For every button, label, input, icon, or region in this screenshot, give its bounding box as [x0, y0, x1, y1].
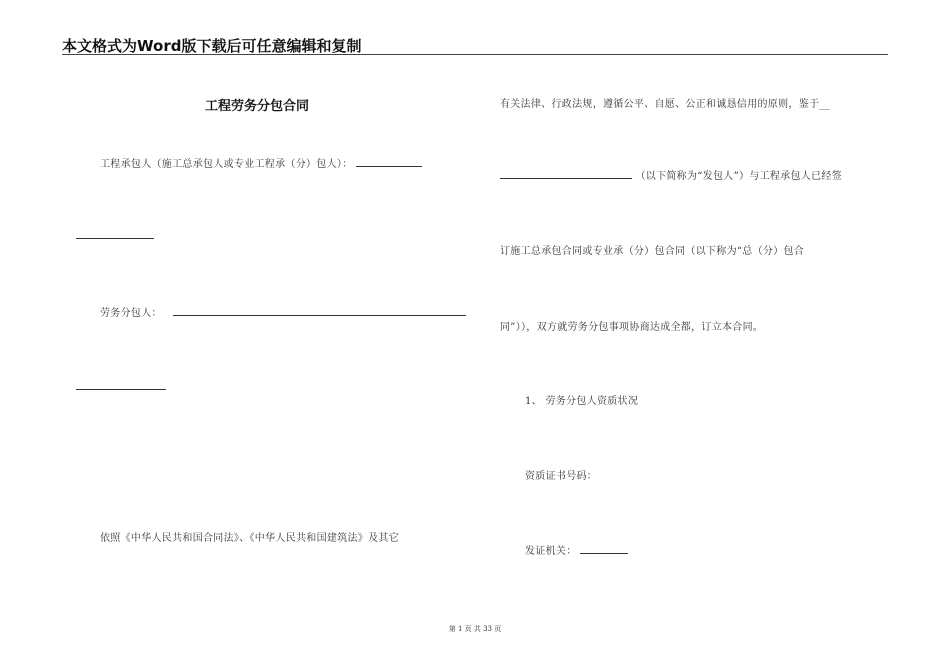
contractor-blank[interactable]	[356, 156, 422, 167]
employer-line	[500, 167, 842, 182]
issuing-authority-label: 发证机关：	[525, 546, 577, 557]
legal-principles-text: 有关法律、行政法规，遵循公平、自愿、公正和诚恳信用的原则，鉴于__	[500, 99, 830, 110]
contractor-label: 工程承包人（施工总承包人或专业工程承（分）包人）：	[100, 159, 353, 170]
labor-subcontractor-label: 劳务分包人：	[100, 308, 162, 319]
contractor-continuation-blank[interactable]	[76, 238, 154, 239]
section-heading-qualification: 1、 劳务分包人资质状况	[525, 396, 639, 407]
legal-basis-text: 依照《中华人民共和国合同法》、《中华人民共和国建筑法》及其它	[100, 533, 399, 544]
labor-subcontractor-continuation-blank[interactable]	[76, 389, 166, 390]
issuing-authority-blank[interactable]	[580, 543, 628, 554]
employer-blank[interactable]	[500, 168, 632, 179]
contract-text-line3: 订施工总承包合同或专业承（分）包合同（以下称为“总（分）包合	[500, 246, 805, 257]
employer-text: （以下简称为“发包人”）与工程承包人已经签	[635, 171, 843, 182]
labor-subcontractor-line	[100, 304, 162, 319]
issuing-authority-line	[525, 542, 628, 557]
contractor-line	[100, 155, 422, 170]
page-footer: 第 1 页 共 33 页	[448, 625, 502, 633]
contract-text-line4: 同”）），双方就劳务分包事项协商达成全都，订立本合同。	[500, 322, 764, 333]
document-title: 工程劳务分包合同	[205, 99, 310, 114]
banner-divider	[62, 54, 888, 55]
top-banner: 本文格式为Word版下载后可任意编辑和复制	[62, 37, 362, 55]
certificate-number-label: 资质证书号码：	[525, 471, 598, 482]
labor-subcontractor-blank[interactable]	[173, 315, 466, 316]
